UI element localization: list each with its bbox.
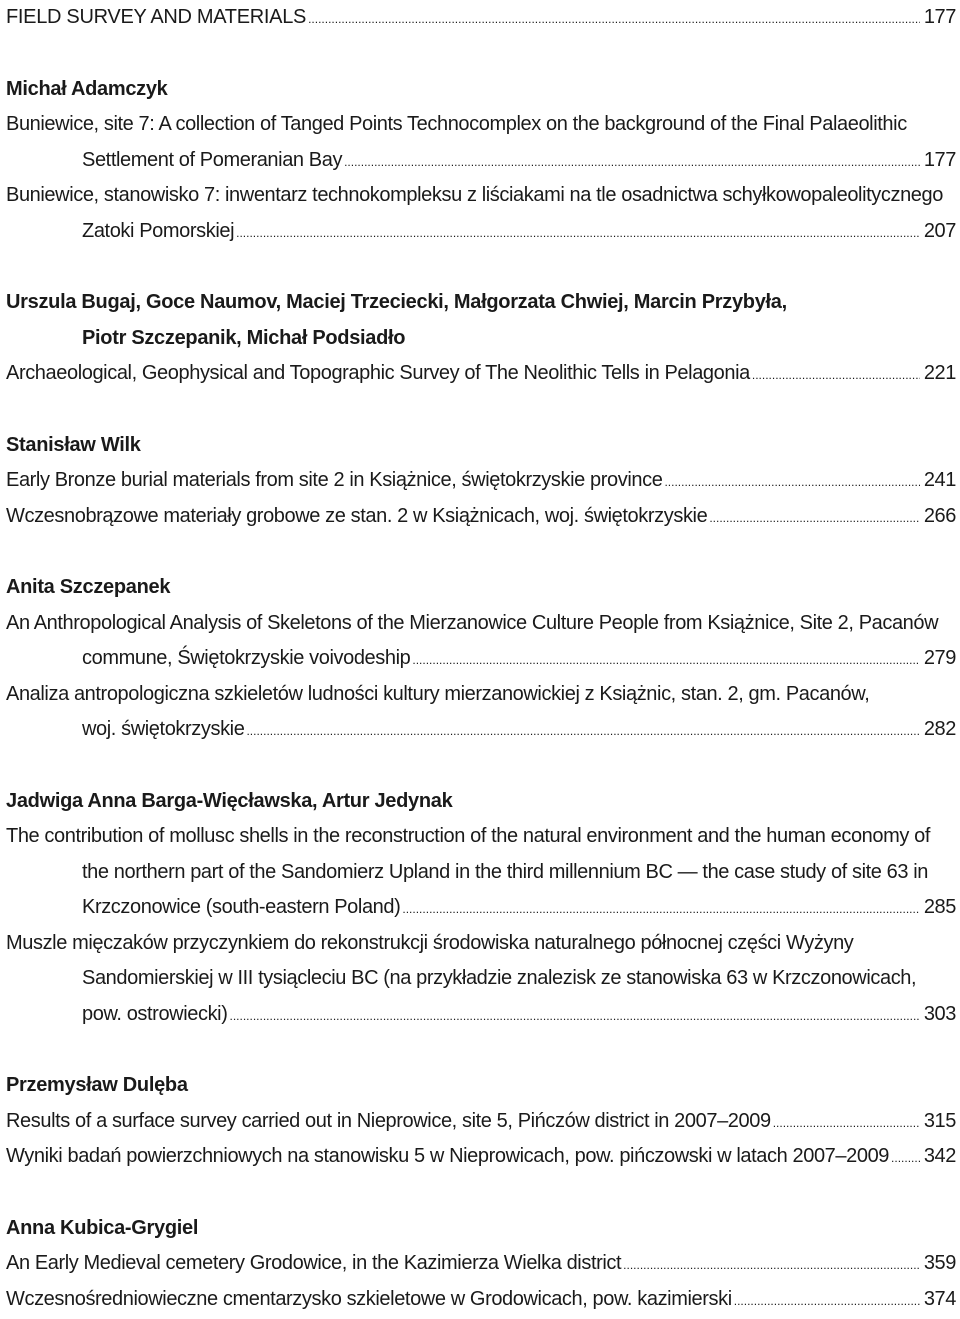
page-number: 359 — [924, 1246, 956, 1282]
section-title: FIELD SURVEY AND MATERIALS — [6, 0, 306, 36]
entry-title-line — [6, 890, 956, 926]
entry-title-text: Wczesnobrązowe materiały grobowe ze stan. 2 w Książnicach, woj. świętokrzyskie — [6, 499, 707, 535]
entry-title-text: Krzczonowice (south-eastern Poland) — [82, 890, 400, 926]
entry-title: Buniewice, stanowisko 7: inwentarz technokompleksu z liściakami na tle osadnictwa schyłkowopaleolitycznego — [6, 178, 956, 214]
page-number: 279 — [924, 641, 956, 677]
dot-leader — [773, 1106, 920, 1142]
dot-leader — [734, 1284, 920, 1319]
entry-title-text: An Early Medieval cemetery Grodowice, in the Kazimierza Wielka district — [6, 1246, 621, 1282]
entry-title-line — [6, 1104, 956, 1140]
dot-leader — [344, 145, 920, 181]
author-name: Anna Kubica-Grygiel — [6, 1211, 956, 1247]
author-name: Anita Szczepanek — [6, 570, 956, 606]
dot-leader — [891, 1141, 920, 1177]
entry-title-line — [6, 214, 956, 250]
entry-title-text: Early Bronze burial materials from site 2 in Książnice, świętokrzyskie province — [6, 463, 662, 499]
dot-leader — [752, 358, 920, 394]
entry-title-text: pow. ostrowiecki) — [82, 997, 227, 1033]
entry-title-text: Zatoki Pomorskiej — [82, 214, 234, 250]
page-number: 221 — [924, 356, 956, 392]
entry-title-line — [6, 356, 956, 392]
dot-leader — [246, 714, 919, 750]
dot-leader — [623, 1248, 920, 1284]
dot-leader — [664, 465, 919, 501]
entry-title-line — [6, 1282, 956, 1318]
dot-leader — [402, 892, 919, 928]
page-number: 374 — [924, 1282, 956, 1318]
entry-title-text: woj. świętokrzyskie — [82, 712, 244, 748]
page-number: 266 — [924, 499, 956, 535]
entry-title-line — [6, 997, 956, 1033]
entry-title-line — [6, 712, 956, 748]
dot-leader — [709, 501, 920, 537]
author-name: Urszula Bugaj, Goce Naumov, Maciej Trzeciecki, Małgorzata Chwiej, Marcin Przybyła, — [6, 285, 956, 321]
entry-title: An Anthropological Analysis of Skeletons of the Mierzanowice Culture People from Książnice, Site 2, Pacanów — [6, 606, 956, 642]
entry-title-text: Settlement of Pomeranian Bay — [82, 143, 342, 179]
page-number: 315 — [924, 1104, 956, 1140]
entry-title: Buniewice, site 7: A collection of Tanged Points Technocomplex on the background of the Final Palaeolithic — [6, 107, 956, 143]
author-name: Michał Adamczyk — [6, 72, 956, 108]
author-name: Jadwiga Anna Barga-Więcławska, Artur Jedynak — [6, 784, 956, 820]
entry-title: Muszle mięczaków przyczynkiem do rekonstrukcji środowiska naturalnego północnej części Wyżyny — [6, 926, 956, 962]
entry-title-text: commune, Świętokrzyskie voivodeship — [82, 641, 410, 677]
dot-leader — [229, 999, 919, 1035]
entry-title-line — [6, 499, 956, 535]
section-heading — [6, 0, 956, 36]
table-of-contents — [6, 0, 956, 1317]
entry-title: Sandomierskiej w III tysiącleciu BC (na przykładzie znalezisk ze stanowiska 63 w Krzczonowicach, — [6, 961, 956, 997]
page-number: 177 — [924, 143, 956, 179]
entry-title-line — [6, 1246, 956, 1282]
entry-title-text: Results of a surface survey carried out in Nieprowice, site 5, Pińczów district in 2007–2009 — [6, 1104, 771, 1140]
entry-title-line — [6, 143, 956, 179]
page-number: 207 — [924, 214, 956, 250]
dot-leader — [412, 643, 919, 679]
entry-title: Analiza antropologiczna szkieletów ludności kultury mierzanowickiej z Książnic, stan. 2, gm. Pacanów, — [6, 677, 956, 713]
page-number: 177 — [924, 0, 956, 36]
entry-title-text: Wczesnośredniowieczne cmentarzysko szkieletowe w Grodowicach, pow. kazimierski — [6, 1282, 732, 1318]
entry-title-text: Wyniki badań powierzchniowych na stanowisku 5 w Nieprowicach, pow. pińczowski w latach 2007–2009 — [6, 1139, 889, 1175]
page-number: 303 — [924, 997, 956, 1033]
entry-title-line — [6, 463, 956, 499]
author-name: Stanisław Wilk — [6, 428, 956, 464]
page-number: 285 — [924, 890, 956, 926]
entry-title-line — [6, 1139, 956, 1175]
entry-title: The contribution of mollusc shells in the reconstruction of the natural environment and the human economy of — [6, 819, 956, 855]
page-number: 241 — [924, 463, 956, 499]
dot-leader — [236, 216, 920, 252]
entry-title: the northern part of the Sandomierz Upland in the third millennium BC — the case study of site 63 in — [6, 855, 956, 891]
page-number: 282 — [924, 712, 956, 748]
page-number: 342 — [924, 1139, 956, 1175]
dot-leader — [308, 2, 920, 38]
author-name: Przemysław Dulęba — [6, 1068, 956, 1104]
entry-title-text: Archaeological, Geophysical and Topographic Survey of The Neolithic Tells in Pelagonia — [6, 356, 750, 392]
author-name: Piotr Szczepanik, Michał Podsiadło — [6, 321, 956, 357]
entry-title-line — [6, 641, 956, 677]
